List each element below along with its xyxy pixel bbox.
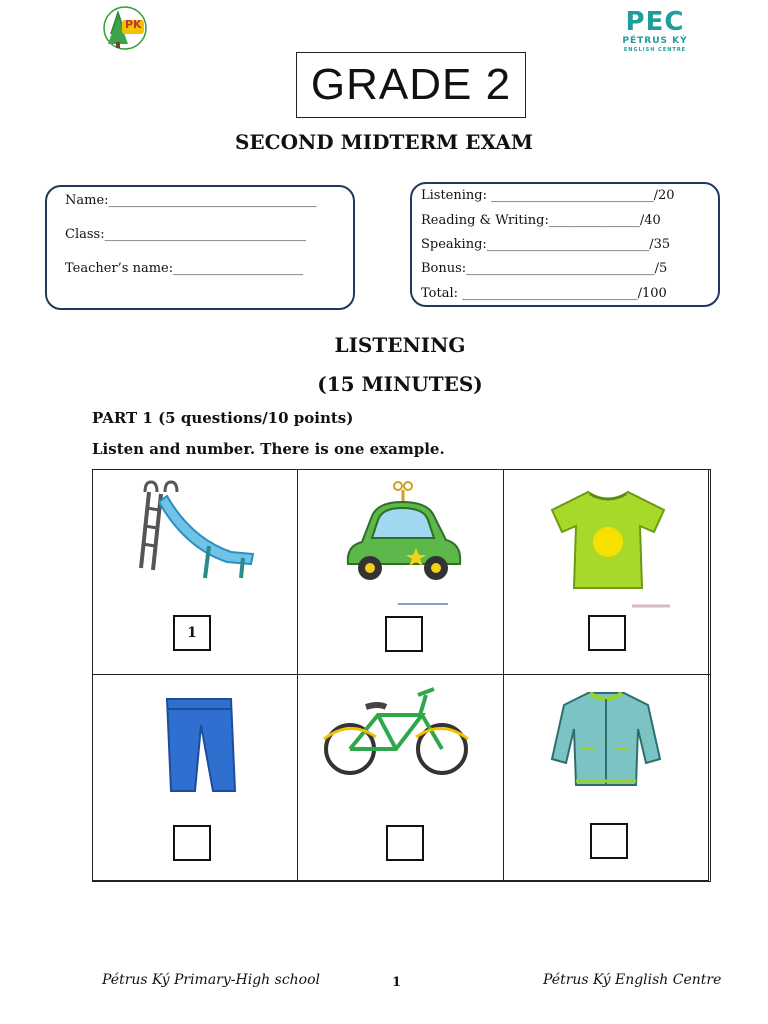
picture-cell — [92, 469, 298, 675]
answer-box[interactable] — [385, 616, 423, 652]
exam-title: SECOND MIDTERM EXAM — [234, 130, 533, 154]
toy-car-icon — [338, 476, 468, 606]
picture-cell — [297, 674, 504, 882]
slide-icon — [131, 478, 261, 583]
class-field[interactable]: Class:_______________________________ — [65, 227, 307, 242]
trousers-icon — [159, 695, 239, 795]
t-shirt-icon — [544, 488, 674, 608]
footer-school: Pétrus Ký Primary-High school — [102, 972, 321, 988]
bonus-score[interactable]: Bonus:_____________________________/5 — [421, 261, 668, 276]
bicycle-icon — [316, 685, 476, 781]
listening-score[interactable]: Listening: _________________________/20 — [421, 188, 675, 203]
total-score[interactable]: Total: ___________________________/100 — [421, 286, 667, 301]
answer-box[interactable] — [173, 825, 211, 861]
answer-box[interactable]: 1 — [173, 615, 211, 651]
name-field[interactable]: Name:________________________________ — [65, 193, 317, 208]
answer-box[interactable] — [386, 825, 424, 861]
pec-logo-tagline: ENGLISH CENTRE — [623, 47, 687, 53]
answer-box[interactable] — [590, 823, 628, 859]
part-title: PART 1 (5 questions/10 points) — [92, 409, 354, 427]
grade-title: GRADE 2 — [296, 52, 526, 118]
picture-cell — [297, 469, 504, 675]
picture-cell — [92, 674, 298, 882]
footer-centre: Pétrus Ký English Centre — [543, 972, 722, 988]
picture-grid — [92, 469, 709, 881]
answer-box[interactable] — [588, 615, 626, 651]
picture-cell — [503, 469, 711, 675]
section-title: LISTENING — [334, 333, 466, 357]
speaking-score[interactable]: Speaking:_________________________/35 — [421, 237, 671, 252]
student-info-box — [45, 185, 355, 310]
jacket-icon — [548, 689, 664, 789]
reading-writing-score[interactable]: Reading & Writing:______________/40 — [421, 213, 661, 228]
teacher-name-field[interactable]: Teacher’s name:____________________ — [65, 261, 304, 276]
school-logo-text: PK — [125, 18, 142, 31]
score-box — [410, 182, 720, 307]
pec-logo-name: PÉTRUS KÝ — [622, 36, 688, 46]
section-duration: (15 MINUTES) — [317, 372, 483, 396]
part-instruction: Listen and number. There is one example. — [92, 440, 445, 458]
pec-logo — [616, 8, 694, 58]
school-logo — [102, 4, 152, 56]
page-number: 1 — [392, 975, 402, 990]
pec-logo-title: PEC — [625, 7, 685, 37]
picture-cell — [503, 674, 711, 882]
